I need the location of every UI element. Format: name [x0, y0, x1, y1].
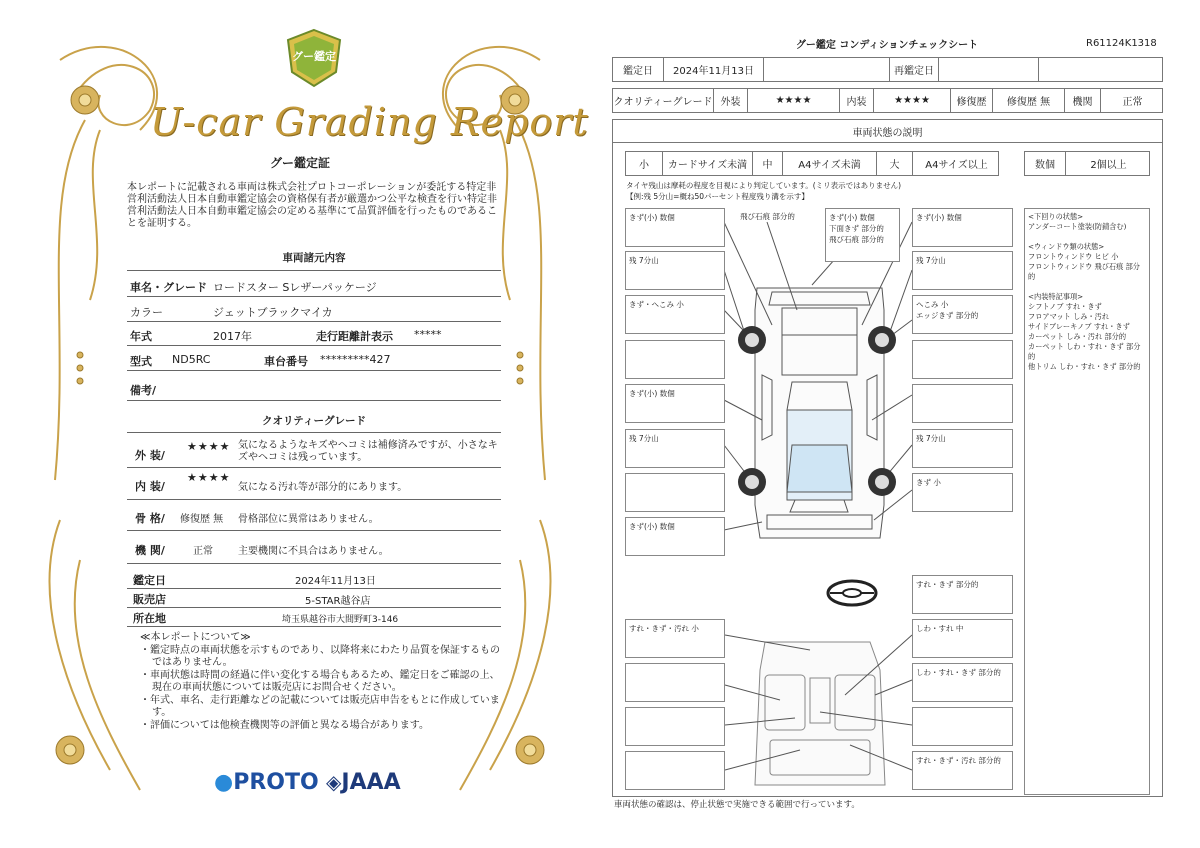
engine-label: 機 関/ [135, 544, 165, 557]
address-label: 所在地 [133, 612, 166, 625]
tire-rear-left: 残 7分山 [625, 429, 725, 468]
divider [127, 270, 501, 271]
notes-title: ≪本レポートについて≫ [140, 632, 251, 643]
divider [127, 499, 501, 500]
note-passenger-seat [625, 663, 725, 702]
odo-value: ***** [414, 328, 442, 341]
note-seat-right: しわ・すれ・きず 部分的 [912, 663, 1013, 702]
engine-value: 正常 [1100, 89, 1164, 112]
model-label: 型式 [130, 355, 152, 368]
specs-title: 車両諸元内容 [282, 252, 346, 264]
repair-label: 修復歴 [950, 89, 992, 112]
name-value: ロードスター Sレザーパッケージ [213, 281, 377, 294]
shop-label: 販売店 [133, 593, 166, 606]
model-value: ND5RC [172, 353, 211, 366]
divider [127, 432, 501, 433]
chassis-label: 車台番号 [264, 355, 308, 368]
redate-label: 再鑑定日 [889, 58, 938, 81]
report-notes [140, 632, 500, 732]
frame-text: 骨格部位に異常はありません。 [238, 514, 379, 525]
note-steering: すれ・きず 部分的 [912, 575, 1013, 614]
emblem-text: グー鑑定 [292, 50, 336, 63]
name-label: 車名・グレード [130, 281, 207, 294]
ext-stars: ★★★★ [187, 440, 231, 453]
note-rear-left-interior [625, 751, 725, 790]
color-label: カラー [130, 306, 163, 319]
divider [127, 563, 501, 564]
divider [127, 530, 501, 531]
steering-wheel-icon [826, 578, 878, 608]
address-value: 埼玉県越谷市大間野町3-146 [282, 615, 399, 625]
year-label: 年式 [130, 330, 152, 343]
int-stars: ★★★★ [187, 471, 231, 484]
size-legend [625, 151, 999, 176]
tire-front-left: 残 7分山 [625, 251, 725, 290]
note-dashboard: すれ・きず・汚れ 小 [625, 619, 725, 658]
note-right-door [912, 340, 1013, 379]
ext-stars: ★★★★ [747, 89, 839, 112]
frame-value: 修復歴 無 [180, 514, 224, 525]
sheet-id: R61124K1318 [1086, 38, 1157, 49]
note-right-fender: へこみ 小 エッジきず 部分的 [912, 295, 1013, 334]
note-left-fender: きず・へこみ 小 [625, 295, 725, 334]
blank-cell [763, 58, 889, 81]
frame-label: 骨 格/ [135, 512, 165, 525]
intro-text: 本レポートに記載される車両は株式会社プロトコーポレーションが委託する特定非営利活動法人日本自動車鑑定協会の資格保有者が厳選かつ公平な検査を行い特定非営利活動法人日本自動車鑑定協会の定める基準にて品質評価を行ったものであることを証明する。 [127, 182, 497, 229]
divider [127, 400, 501, 401]
note-rear-right-interior: すれ・きず・汚れ 部分的 [912, 751, 1013, 790]
note-left-door [625, 340, 725, 379]
jaaa-logo: ◈JAAA [326, 770, 401, 795]
odo-label: 走行距離計表示 [316, 330, 393, 343]
size-small: 小 [639, 160, 649, 171]
size-mid: 中 [752, 152, 782, 175]
note-front-right: きず(小) 数個 [912, 208, 1013, 247]
int-label: 内装 [839, 89, 873, 112]
grade-title: クオリティーグレード [262, 415, 366, 427]
note-console-right [912, 707, 1013, 746]
note-hood: 飛び石痕 部分的 [740, 212, 795, 221]
grade-row [612, 88, 1163, 113]
int-label: 内 装/ [135, 480, 165, 493]
grade-label: クオリティーグレード [613, 97, 713, 108]
note-right-side [912, 384, 1013, 423]
divider [127, 588, 501, 589]
engine-text: 主要機関に不具合はありません。 [238, 546, 389, 557]
shop-value: 5-STAR越谷店 [305, 596, 371, 607]
proto-logo: ●PROTO [214, 770, 319, 795]
footer-note: 車両状態の確認は、停止状態で実施できる範囲で行っています。 [614, 800, 860, 810]
car-interior-diagram [720, 630, 920, 800]
size-small-desc: カードサイズ未満 [662, 152, 752, 175]
color-value: ジェットブラックマイカ [213, 306, 333, 319]
goo-emblem [284, 28, 344, 88]
size-large: 大 [876, 152, 912, 175]
tire-front-right: 残 7分山 [912, 251, 1013, 290]
date-row [612, 57, 1163, 82]
size-mid-desc: A4サイズ未満 [782, 152, 876, 175]
divider [127, 321, 501, 322]
certificate-title: グー鑑定証 [269, 156, 330, 170]
divider [127, 607, 501, 608]
note-rear-left [625, 473, 725, 512]
note-rear-right: きず 小 [912, 473, 1013, 512]
int-stars: ★★★★ [873, 89, 950, 112]
engine-value: 正常 [193, 546, 213, 557]
jaaa-logo-text: JAAA [341, 770, 401, 795]
redate-value [938, 58, 1038, 81]
note-front-left: きず(小) 数個 [625, 208, 725, 247]
proto-logo-text: PROTO [233, 770, 319, 795]
divider [127, 626, 501, 627]
divider [127, 345, 501, 346]
note-driver-seat: しわ・すれ 中 [912, 619, 1013, 658]
ext-text: 気になるようなキズやヘコミは補修済みですが、小さなキズやヘコミは残っています。 [238, 440, 498, 463]
int-text: 気になる汚れ等が部分的にあります。 [238, 482, 408, 493]
note-item: ・鑑定時点の車両状態を示すものであり、以降将来にわたり品質を保証するものではありません。 [140, 644, 500, 668]
note-item: ・年式、車名、走行距離などの記載については販売店申告をもとに作成しています。 [140, 694, 500, 718]
tire-example: 【例:残 5分山=概ね50パーセント程度残り溝を示す】 [626, 192, 809, 201]
script-title: U-car Grading Report [150, 100, 589, 144]
date-value: 2024年11月13日 [295, 576, 376, 587]
count-desc: 2個以上 [1065, 152, 1151, 175]
interior-notes: <下回りの状態> アンダーコート塗装(防錆含む) <ウィンドウ類の状態> フロントウィンドウ ヒビ 小 フロントウィンドウ 飛び石痕 部分的 <内装特記事項> シフトノブ すれ・きず フロアマット しみ・汚れ サイドブレーキノブ すれ・きず カーペット しみ・汚れ 部分的 カーペット しわ・すれ・きず 部分的 他トリム しわ・すれ・きず 部分的 [1024, 208, 1150, 795]
sheet-title: グー鑑定 コンディションチェックシート [795, 40, 979, 51]
remarks-label: 備考/ [130, 384, 157, 397]
desc-title: 車両状態の説明 [613, 120, 1162, 143]
note-rear-bumper: きず(小) 数個 [625, 517, 725, 556]
ext-label: 外 装/ [135, 449, 165, 462]
repair-value: 修復歴 無 [992, 89, 1064, 112]
tire-rear-right: 残 7分山 [912, 429, 1013, 468]
note-console-left [625, 707, 725, 746]
tire-note: タイヤ残山は摩耗の程度を目視により判定しています。(ミリ表示ではありません) [626, 181, 902, 190]
year-value: 2017年 [213, 330, 252, 343]
ext-label: 外装 [713, 89, 747, 112]
note-item: ・評価については他検査機関等の評価と異なる場合があります。 [140, 719, 429, 731]
date-label: 鑑定日 [133, 574, 166, 587]
blank-cell [1038, 58, 1164, 81]
divider [127, 467, 501, 468]
count-label: 数個 [1035, 160, 1055, 171]
note-item: ・車両状態は時間の経過に伴い変化する場合もあるため、鑑定日をご確認の上、現在の車両状態については販売店にお問合せください。 [140, 669, 500, 693]
date-label: 鑑定日 [623, 66, 653, 77]
note-left-side: きず(小) 数個 [625, 384, 725, 423]
date-value: 2024年11月13日 [663, 58, 763, 81]
note-front-bumper: きず(小) 数個 下面きず 部分的 飛び石痕 部分的 [825, 208, 900, 262]
size-large-desc: A4サイズ以上 [912, 152, 1000, 175]
chassis-value: *********427 [320, 353, 391, 366]
engine-label: 機関 [1064, 89, 1100, 112]
count-legend [1024, 151, 1150, 176]
divider [127, 296, 501, 297]
divider [127, 370, 501, 371]
